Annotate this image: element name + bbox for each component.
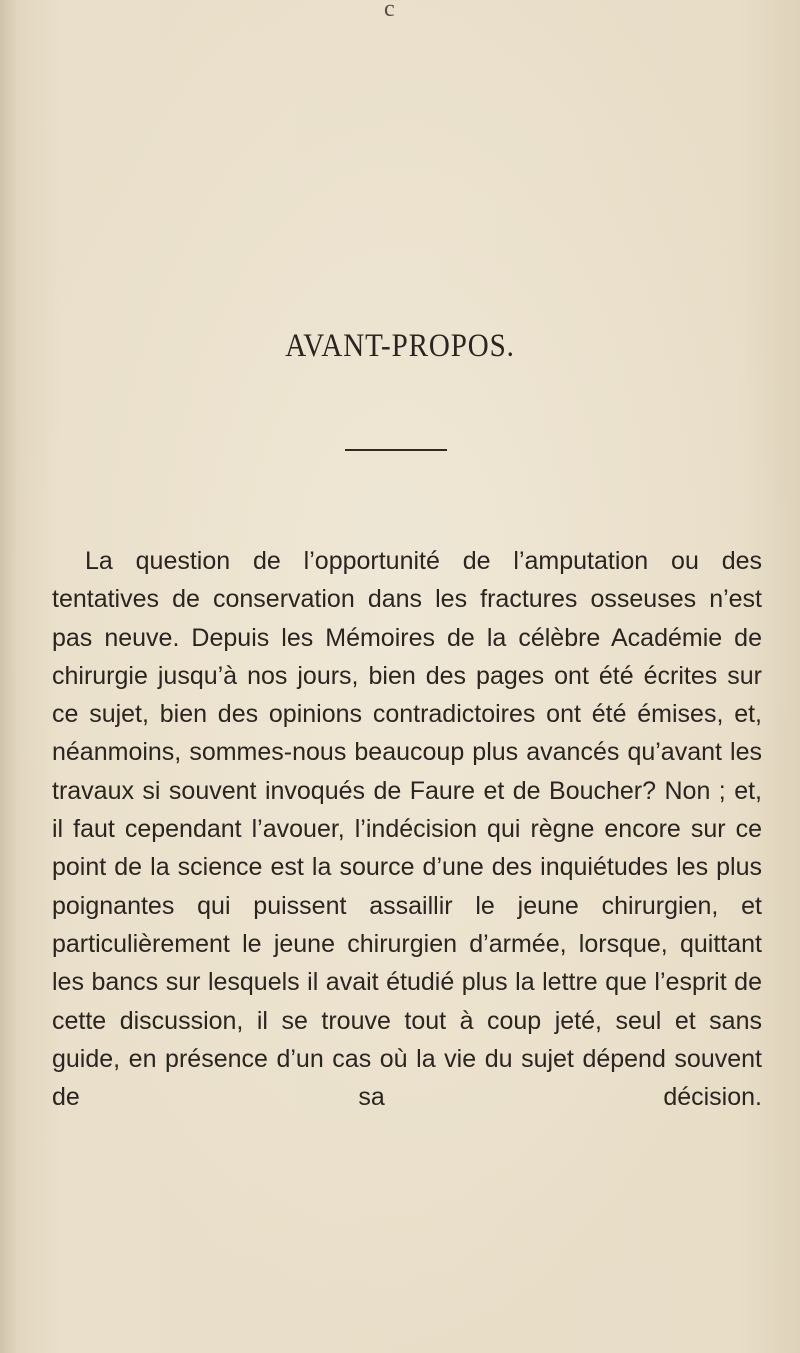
page-top-mark: c [384,0,395,22]
title-divider [345,449,447,451]
body-paragraph: La question de l’opportunité de l’amputation ou des tentatives de conservation dans les fractures osseuses n’est pas neuve. Depuis les Mémoires de la célèbre Académie de chirurgie jusqu’à nos jours, bien des pages ont été écrites sur ce sujet, bien des opinions contradictoires ont été émises, et, néanmoins, sommes-nous beaucoup plus avancés qu’avant les travaux si souvent invoqués de Faure et de Boucher? Non ; et, il faut cependant l’avouer, l’indécision qui règne encore sur ce point de la science est la source d’une des inquiétudes les plus poignantes qui puissent assaillir le jeune chirurgien, et particulièrement le jeune chirurgien d’armée, lorsque, quittant les bancs sur lesquels il avait étudié plus la lettre que l’esprit de cette discussion, il se trouve tout à coup jeté, seul et sans guide, en présence d’un cas où la vie du sujet dépend souvent de sa décision. [52,547,762,1112]
page-title: AVANT-PROPOS. [285,328,515,364]
